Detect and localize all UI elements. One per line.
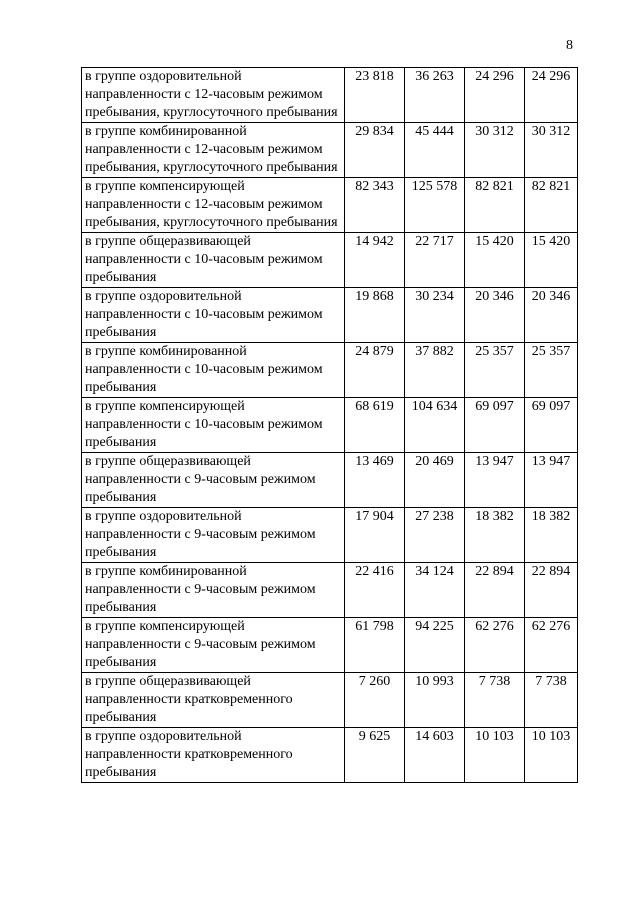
row-label: в группе оздоровительной направленности с 10-часовым режимом пребывания [82,288,345,343]
row-label: в группе комбинированной направленности с 9-часовым режимом пребывания [82,563,345,618]
value-cell-2: 36 263 [405,68,465,123]
value-cell-3: 15 420 [465,233,525,288]
table-row [82,398,578,453]
value-cell-2: 125 578 [405,178,465,233]
value-cell-4: 30 312 [525,123,578,178]
value-cell-1: 24 879 [345,343,405,398]
row-label: в группе оздоровительной направленности с 12-часовым режимом пребывания, круглосуточного пребывания [82,68,345,123]
row-label: в группе компенсирующей направленности с 9-часовым режимом пребывания [82,618,345,673]
table-row [82,563,578,618]
value-cell-3: 69 097 [465,398,525,453]
value-cell-4: 22 894 [525,563,578,618]
value-cell-3: 22 894 [465,563,525,618]
value-cell-1: 19 868 [345,288,405,343]
value-cell-1: 61 798 [345,618,405,673]
value-cell-2: 45 444 [405,123,465,178]
row-label: в группе общеразвивающей направленности кратковременного пребывания [82,673,345,728]
value-cell-2: 104 634 [405,398,465,453]
table-row [82,288,578,343]
value-cell-4: 25 357 [525,343,578,398]
table-row [82,343,578,398]
value-cell-2: 34 124 [405,563,465,618]
row-label: в группе общеразвивающей направленности с 9-часовым режимом пребывания [82,453,345,508]
value-cell-2: 27 238 [405,508,465,563]
value-cell-3: 82 821 [465,178,525,233]
table-body [82,68,578,783]
value-cell-4: 13 947 [525,453,578,508]
value-cell-4: 82 821 [525,178,578,233]
value-cell-4: 7 738 [525,673,578,728]
page-number: 8 [566,38,573,53]
row-label: в группе компенсирующей направленности с 10-часовым режимом пребывания [82,398,345,453]
value-cell-4: 62 276 [525,618,578,673]
table-row [82,123,578,178]
value-cell-1: 22 416 [345,563,405,618]
value-cell-2: 22 717 [405,233,465,288]
value-cell-1: 29 834 [345,123,405,178]
value-cell-2: 30 234 [405,288,465,343]
value-cell-4: 24 296 [525,68,578,123]
value-cell-1: 82 343 [345,178,405,233]
value-cell-2: 10 993 [405,673,465,728]
value-cell-3: 13 947 [465,453,525,508]
row-label: в группе оздоровительной направленности с 9-часовым режимом пребывания [82,508,345,563]
table-row [82,233,578,288]
value-cell-3: 10 103 [465,728,525,783]
value-cell-3: 7 738 [465,673,525,728]
value-cell-3: 20 346 [465,288,525,343]
table-row [82,453,578,508]
row-label: в группе комбинированной направленности с 12-часовым режимом пребывания, круглосуточного пребывания [82,123,345,178]
value-cell-3: 25 357 [465,343,525,398]
value-cell-2: 94 225 [405,618,465,673]
table-row [82,178,578,233]
table-row [82,508,578,563]
row-label: в группе общеразвивающей направленности с 10-часовым режимом пребывания [82,233,345,288]
value-cell-1: 9 625 [345,728,405,783]
cost-table [81,67,578,783]
value-cell-3: 24 296 [465,68,525,123]
value-cell-3: 30 312 [465,123,525,178]
row-label: в группе компенсирующей направленности с 12-часовым режимом пребывания, круглосуточного пребывания [82,178,345,233]
table-row [82,68,578,123]
row-label: в группе комбинированной направленности с 10-часовым режимом пребывания [82,343,345,398]
value-cell-3: 18 382 [465,508,525,563]
value-cell-2: 20 469 [405,453,465,508]
value-cell-1: 14 942 [345,233,405,288]
value-cell-4: 69 097 [525,398,578,453]
table-row [82,618,578,673]
value-cell-2: 37 882 [405,343,465,398]
value-cell-4: 10 103 [525,728,578,783]
value-cell-1: 13 469 [345,453,405,508]
value-cell-4: 20 346 [525,288,578,343]
table-row [82,728,578,783]
table-row [82,673,578,728]
value-cell-1: 68 619 [345,398,405,453]
value-cell-4: 18 382 [525,508,578,563]
value-cell-1: 7 260 [345,673,405,728]
value-cell-2: 14 603 [405,728,465,783]
value-cell-3: 62 276 [465,618,525,673]
row-label: в группе оздоровительной направленности кратковременного пребывания [82,728,345,783]
value-cell-1: 17 904 [345,508,405,563]
value-cell-4: 15 420 [525,233,578,288]
value-cell-1: 23 818 [345,68,405,123]
